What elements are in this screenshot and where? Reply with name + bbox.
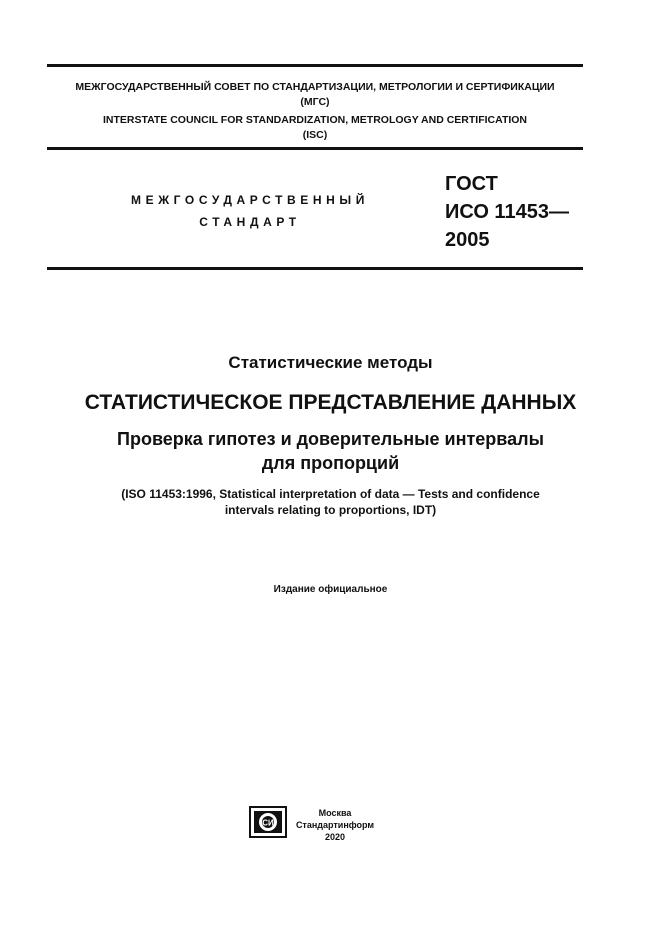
middle-rule xyxy=(47,147,583,150)
council-name-en-line1: INTERSTATE COUNCIL FOR STANDARDIZATION, METROLOGY AND CERTIFICATION xyxy=(102,114,528,126)
iso-reference-line2: intervals relating to proportions, IDT) xyxy=(224,503,437,517)
standard-code-line1: ГОСТ xyxy=(445,173,498,195)
subtitle xyxy=(20,427,641,475)
publisher-logo-text: СИ xyxy=(262,818,274,828)
council-name-en xyxy=(47,113,583,143)
subtitle-line2: для пропорций xyxy=(261,453,400,473)
bottom-rule xyxy=(47,267,583,270)
publisher-logo-icon xyxy=(249,806,287,838)
imprint-publisher: Стандартинформ xyxy=(295,820,375,830)
iso-reference-line1: (ISO 11453:1996, Statistical interpretation of data — Tests and confidence xyxy=(121,487,540,501)
council-name-ru-line1: МЕЖГОСУДАРСТВЕННЫЙ СОВЕТ ПО СТАНДАРТИЗАЦИИ, МЕТРОЛОГИИ И СЕРТИФИКАЦИИ xyxy=(75,81,555,93)
standard-kind xyxy=(100,189,400,233)
standard-code xyxy=(445,170,569,254)
imprint-city: Москва xyxy=(318,808,352,818)
standard-code-line3: 2005 xyxy=(445,229,490,251)
top-rule xyxy=(47,64,583,67)
subtitle-line1: Проверка гипотез и доверительные интервалы xyxy=(117,429,544,449)
council-abbrev-en: (ISC) xyxy=(302,129,328,141)
iso-reference xyxy=(20,486,641,518)
standard-kind-line1: МЕЖГОСУДАРСТВЕННЫЙ xyxy=(131,193,369,207)
council-name-ru xyxy=(47,80,583,110)
standard-code-line2: ИСО 11453— xyxy=(445,201,569,223)
standard-kind-line2: СТАНДАРТ xyxy=(199,215,301,229)
council-abbrev-ru: (МГС) xyxy=(300,96,330,108)
main-title: СТАТИСТИЧЕСКОЕ ПРЕДСТАВЛЕНИЕ ДАННЫХ xyxy=(84,391,577,414)
imprint-year: 2020 xyxy=(324,832,346,842)
imprint xyxy=(295,807,375,843)
edition-note: Издание официальное xyxy=(273,584,388,595)
series-title: Статистические методы xyxy=(228,353,433,372)
